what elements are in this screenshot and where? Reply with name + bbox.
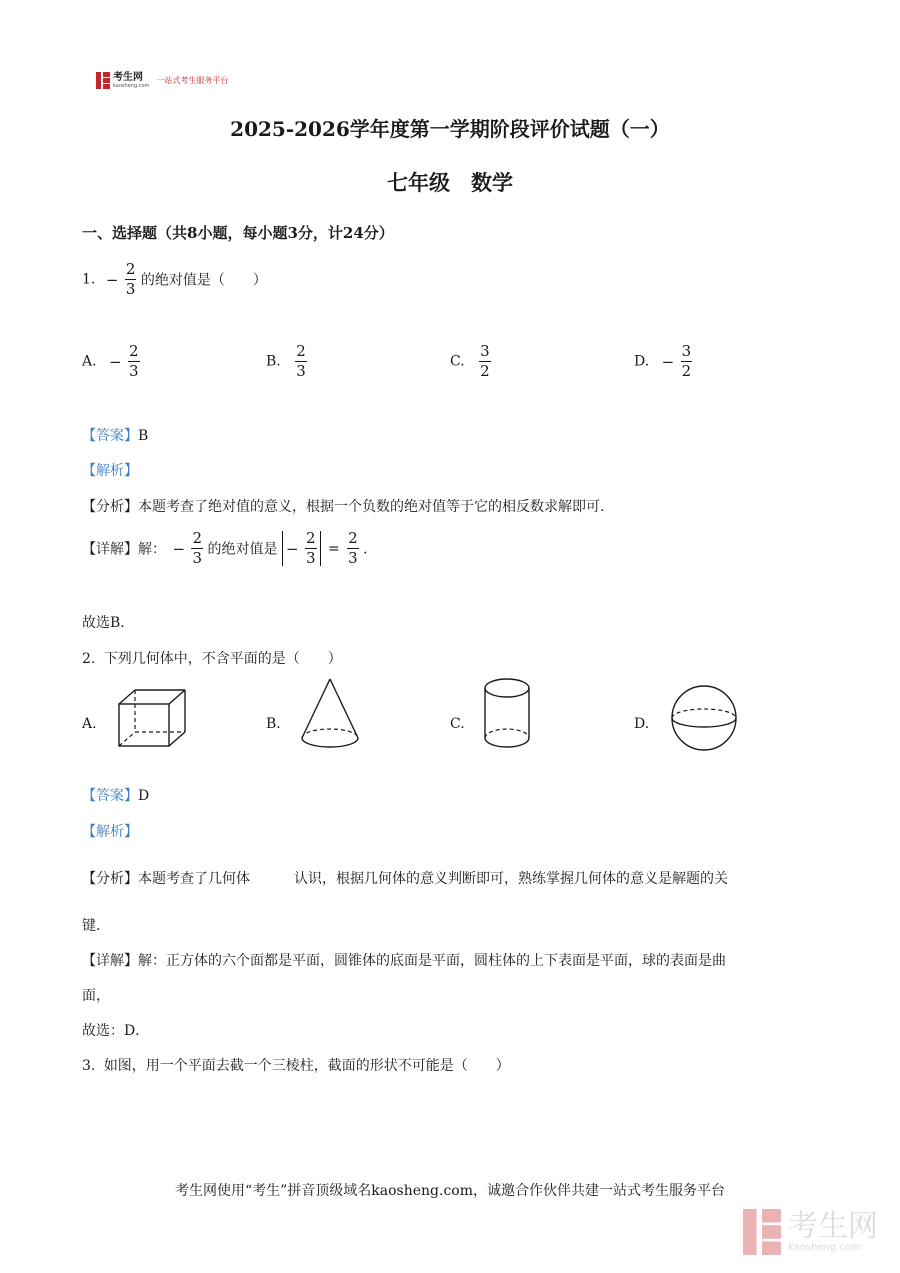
q2-option-a-label[interactable]: A. <box>82 716 97 732</box>
q2-option-c-label[interactable]: C. <box>450 716 465 732</box>
q1-option-b[interactable] <box>266 344 307 379</box>
section-heading: 一、选择题（共8小题，每小题3分，计24分） <box>82 224 394 242</box>
answer-tag: 【答案】 <box>82 428 138 444</box>
option-num: 2 <box>296 342 306 360</box>
q3-stem <box>82 1055 510 1075</box>
logo-domain: kaosheng.com <box>113 82 150 89</box>
result-fraction <box>347 531 359 566</box>
result-num: 2 <box>348 529 358 547</box>
option-sign: − <box>109 352 122 371</box>
q1-answer <box>82 425 148 445</box>
xiangjie-end: ． <box>363 541 378 558</box>
watermark-name: 考生网 <box>788 1208 878 1244</box>
option-den: 2 <box>480 362 490 380</box>
option-fraction <box>295 344 307 379</box>
watermark-text <box>788 1208 878 1253</box>
answer-value: B <box>138 428 149 444</box>
abs-value-expression <box>282 531 321 566</box>
option-num: 3 <box>681 342 692 360</box>
option-label: C. <box>450 353 465 370</box>
q3-number: 3. <box>82 1058 96 1074</box>
q1-fraction <box>125 262 137 297</box>
cone-icon[interactable] <box>298 676 362 750</box>
xiangjie-fraction <box>191 531 203 566</box>
option-den: 3 <box>129 362 139 380</box>
q1-analysis-tag: 【解析】 <box>82 463 138 479</box>
kaosheng-logo-icon <box>96 72 110 89</box>
xiangjie-minus: − <box>172 539 186 558</box>
q1-fenxi: 【分析】本题考查了绝对值的意义，根据一个负数的绝对值等于它的相反数求解即可． <box>82 499 614 515</box>
q1-minus: − <box>105 270 119 289</box>
q2-analysis-tag: 【解析】 <box>82 824 138 840</box>
q2-number: 2. <box>82 651 96 667</box>
option-fraction <box>681 344 693 379</box>
q2-option-b-label[interactable]: B. <box>266 716 281 732</box>
cube-icon[interactable] <box>115 686 190 750</box>
abs-minus: − <box>285 539 299 558</box>
q2-text: 下列几何体中，不含平面的是（ ） <box>103 651 342 667</box>
q1-frac-den: 3 <box>125 280 136 298</box>
q1-option-a[interactable] <box>82 344 140 379</box>
logo-slogan: 一站式考生服务平台 <box>156 76 229 85</box>
q1-option-c[interactable] <box>450 344 491 379</box>
xiangjie-label: 【详解】解： <box>82 541 166 558</box>
q1-option-d[interactable] <box>634 344 692 379</box>
q3-text: 如图，用一个平面去截一个三棱柱，截面的形状不可能是（ ） <box>103 1058 510 1074</box>
option-sign: − <box>661 352 675 371</box>
xiangjie-den: 3 <box>192 549 203 567</box>
watermark-domain: kaosheng.com <box>788 1241 861 1253</box>
q1-xiangjie <box>82 531 377 566</box>
xiangjie-num: 2 <box>192 529 203 547</box>
q2-xiangjie: 【详解】解：正方体的六个面都是平面，圆锥体的底面是平面，圆柱体的上下表面是平面，球的表面是曲 <box>82 953 726 969</box>
q1-number: 1. <box>82 271 96 288</box>
sphere-icon[interactable] <box>668 684 740 754</box>
option-fraction <box>479 344 491 379</box>
abs-num: 2 <box>305 529 316 547</box>
abs-fraction <box>305 531 317 566</box>
q2-fenxi-cont: 键． <box>82 918 110 934</box>
option-label: D. <box>634 353 650 370</box>
option-den: 2 <box>681 362 692 380</box>
q2-conclusion: 故选：D． <box>82 1023 150 1039</box>
q1-stem <box>82 262 267 297</box>
page-footer: 考生网使用“考生”拼音顶级域名kaosheng.com，诚邀合作伙伴共建一站式考生服务平台 <box>174 1183 726 1199</box>
fenxi-part-a: 【分析】本题考查了几何体 <box>82 871 250 887</box>
option-fraction <box>128 344 140 379</box>
q1-conclusion: 故选B． <box>82 615 135 631</box>
option-num: 2 <box>129 342 139 360</box>
q2-option-d-label[interactable]: D. <box>634 716 650 732</box>
option-label: A. <box>82 353 97 370</box>
q1-frac-num: 2 <box>125 260 136 278</box>
option-den: 3 <box>296 362 306 380</box>
q1-suffix: 的绝对值是（ ） <box>140 272 267 289</box>
xiangjie-eq: = <box>327 540 340 557</box>
q2-xiangjie-cont: 面， <box>82 988 110 1004</box>
page-subtitle: 七年级 数学 <box>387 170 513 195</box>
watermark-logo-icon <box>742 1209 782 1255</box>
answer-tag: 【答案】 <box>82 788 138 804</box>
cylinder-icon[interactable] <box>482 676 534 752</box>
option-label: B. <box>266 353 281 370</box>
q2-fenxi <box>82 868 728 888</box>
header-logo <box>96 72 228 89</box>
logo-name: 考生网 <box>113 71 143 83</box>
watermark <box>742 1209 878 1255</box>
page-title: 2025-2026学年度第一学期阶段评价试题（一） <box>230 117 670 141</box>
option-num: 3 <box>480 342 490 360</box>
result-den: 3 <box>348 549 358 567</box>
q2-answer <box>82 785 149 805</box>
q2-stem <box>82 648 342 668</box>
fenxi-part-b: 认识，根据几何体的意义判断即可，熟练掌握几何体的意义是解题的关 <box>294 871 728 887</box>
logo-text <box>113 73 149 89</box>
xiangjie-mid: 的绝对值是 <box>207 541 278 558</box>
abs-den: 3 <box>305 549 316 567</box>
answer-value: D <box>138 788 150 804</box>
